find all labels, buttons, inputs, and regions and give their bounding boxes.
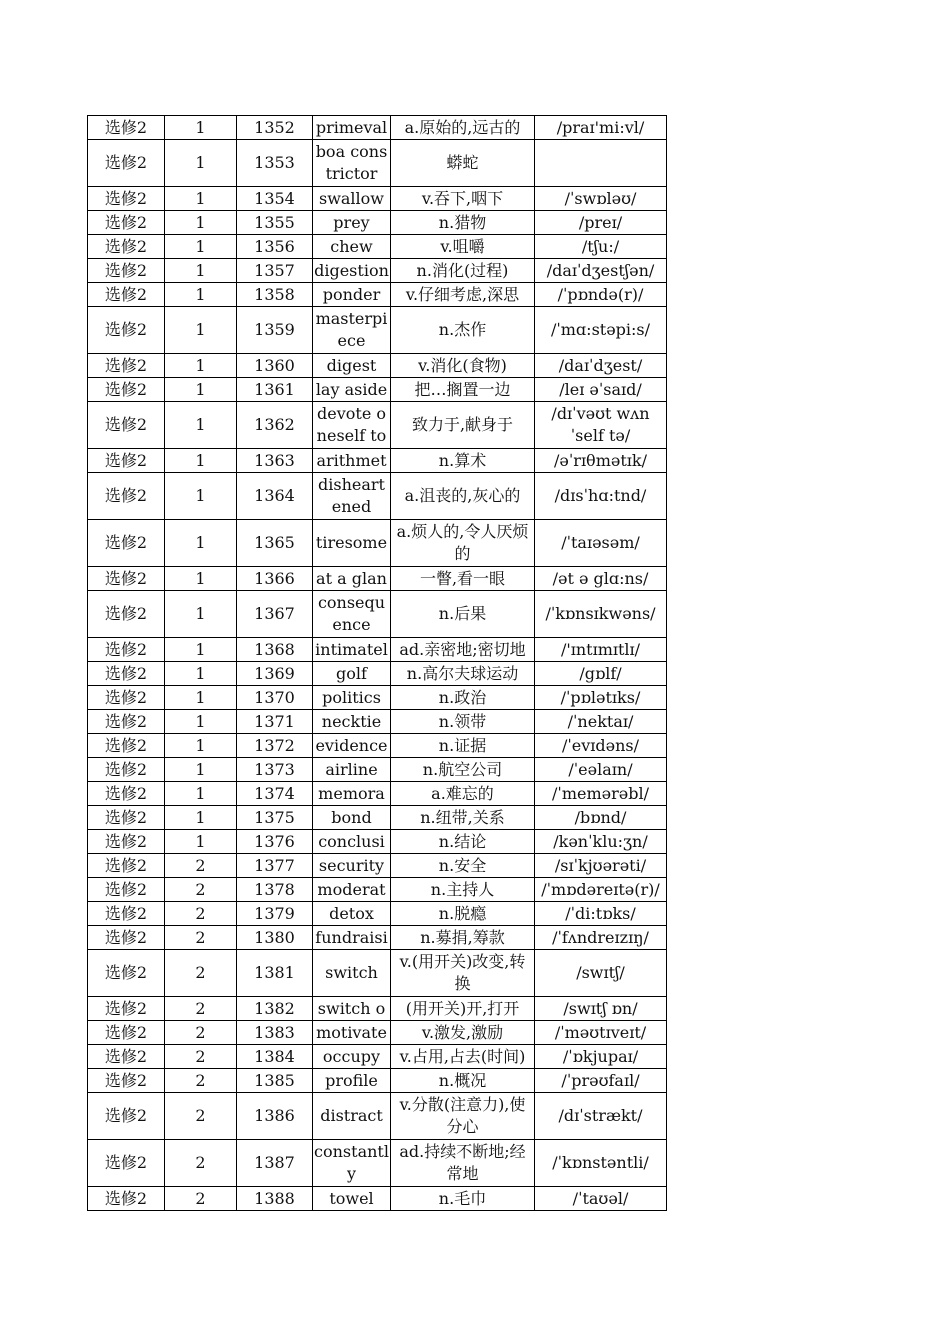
word-text: moderat — [317, 879, 386, 899]
number-cell: 1365 — [237, 520, 313, 567]
unit-cell: 2 — [165, 997, 237, 1021]
word-cell — [313, 782, 391, 806]
phonetic-cell: /ˈkɒnsɪkwəns/ — [535, 591, 667, 638]
meaning-cell: v.分散(注意力),使分心 — [391, 1093, 535, 1140]
book-cell: 选修2 — [88, 449, 165, 473]
book-cell: 选修2 — [88, 758, 165, 782]
phonetic-cell: /ˈpɒlətɪks/ — [535, 686, 667, 710]
book-cell: 选修2 — [88, 1045, 165, 1069]
table-row — [88, 758, 667, 782]
unit-cell: 1 — [165, 686, 237, 710]
table-row — [88, 806, 667, 830]
meaning-cell: n.猎物 — [391, 211, 535, 235]
number-cell: 1371 — [237, 710, 313, 734]
book-cell: 选修2 — [88, 567, 165, 591]
phonetic-cell — [535, 140, 667, 187]
book-cell: 选修2 — [88, 638, 165, 662]
table-row — [88, 782, 667, 806]
word-cell — [313, 758, 391, 782]
meaning-cell: v.仔细考虑,深思 — [391, 283, 535, 307]
table-row — [88, 854, 667, 878]
unit-cell: 2 — [165, 950, 237, 997]
phonetic-cell: /preɪ/ — [535, 211, 667, 235]
book-cell: 选修2 — [88, 307, 165, 354]
table-row — [88, 354, 667, 378]
table-row — [88, 567, 667, 591]
unit-cell: 1 — [165, 354, 237, 378]
table-row — [88, 259, 667, 283]
book-cell: 选修2 — [88, 926, 165, 950]
word-cell — [313, 116, 391, 140]
phonetic-cell: /ət ə glɑ:ns/ — [535, 567, 667, 591]
table-row — [88, 662, 667, 686]
phonetic-cell: /ˈeəlaɪn/ — [535, 758, 667, 782]
number-cell: 1357 — [237, 259, 313, 283]
book-cell: 选修2 — [88, 520, 165, 567]
book-cell: 选修2 — [88, 116, 165, 140]
number-cell: 1355 — [237, 211, 313, 235]
word-cell: disheartened — [313, 473, 391, 520]
book-cell: 选修2 — [88, 686, 165, 710]
word-cell — [313, 830, 391, 854]
meaning-cell: n.高尔夫球运动 — [391, 662, 535, 686]
book-cell: 选修2 — [88, 806, 165, 830]
unit-cell: 2 — [165, 902, 237, 926]
table-row — [88, 710, 667, 734]
meaning-cell: a.烦人的,令人厌烦的 — [391, 520, 535, 567]
unit-cell: 1 — [165, 116, 237, 140]
phonetic-cell: /praɪ'mi:vl/ — [535, 116, 667, 140]
phonetic-cell: /ˈswɒləʊ/ — [535, 187, 667, 211]
meaning-cell: n.后果 — [391, 591, 535, 638]
book-cell: 选修2 — [88, 140, 165, 187]
phonetic-cell: /kənˈklu:ʒn/ — [535, 830, 667, 854]
table-row — [88, 235, 667, 259]
meaning-cell: v.咀嚼 — [391, 235, 535, 259]
book-cell: 选修2 — [88, 259, 165, 283]
number-cell: 1373 — [237, 758, 313, 782]
vocabulary-table — [87, 115, 667, 1211]
word-cell — [313, 734, 391, 758]
number-cell: 1369 — [237, 662, 313, 686]
book-cell: 选修2 — [88, 1187, 165, 1211]
word-cell: distract — [313, 1093, 391, 1140]
book-cell: 选修2 — [88, 878, 165, 902]
phonetic-cell: /ˈtaʊəl/ — [535, 1187, 667, 1211]
table-row — [88, 211, 667, 235]
unit-cell: 2 — [165, 1093, 237, 1140]
book-cell: 选修2 — [88, 734, 165, 758]
unit-cell: 2 — [165, 1021, 237, 1045]
phonetic-cell: /əˈrɪθmətɪk/ — [535, 449, 667, 473]
meaning-cell: n.领带 — [391, 710, 535, 734]
meaning-cell: a.沮丧的,灰心的 — [391, 473, 535, 520]
phonetic-cell: /ˈmɒdəreɪtə(r)/ — [535, 878, 667, 902]
book-cell: 选修2 — [88, 402, 165, 449]
meaning-cell: n.纽带,关系 — [391, 806, 535, 830]
word-text: primeval — [315, 117, 388, 137]
book-cell: 选修2 — [88, 950, 165, 997]
word-text: bond — [331, 807, 372, 827]
table-row — [88, 1093, 667, 1140]
number-cell: 1360 — [237, 354, 313, 378]
word-cell — [313, 283, 391, 307]
number-cell: 1356 — [237, 235, 313, 259]
meaning-cell: n.募捐,筹款 — [391, 926, 535, 950]
phonetic-cell: /ˈmɑ:stəpi:s/ — [535, 307, 667, 354]
number-cell: 1387 — [237, 1140, 313, 1187]
unit-cell: 1 — [165, 211, 237, 235]
number-cell: 1372 — [237, 734, 313, 758]
word-text: switch o — [317, 998, 386, 1018]
word-text: digestion — [314, 260, 389, 280]
phonetic-cell: /swɪtʃ ɒn/ — [535, 997, 667, 1021]
number-cell: 1375 — [237, 806, 313, 830]
unit-cell: 1 — [165, 520, 237, 567]
meaning-cell: v.(用开关)改变,转换 — [391, 950, 535, 997]
word-cell — [313, 1187, 391, 1211]
word-text: ponder — [322, 284, 381, 304]
table-row — [88, 902, 667, 926]
book-cell: 选修2 — [88, 782, 165, 806]
number-cell: 1363 — [237, 449, 313, 473]
unit-cell: 1 — [165, 806, 237, 830]
unit-cell: 2 — [165, 878, 237, 902]
meaning-cell: n.主持人 — [391, 878, 535, 902]
word-text: digest — [326, 355, 377, 375]
unit-cell: 2 — [165, 1187, 237, 1211]
unit-cell: 1 — [165, 259, 237, 283]
unit-cell: 1 — [165, 140, 237, 187]
book-cell: 选修2 — [88, 1093, 165, 1140]
unit-cell: 1 — [165, 662, 237, 686]
unit-cell: 1 — [165, 235, 237, 259]
unit-cell: 1 — [165, 307, 237, 354]
unit-cell: 1 — [165, 638, 237, 662]
phonetic-cell: /ˈnektaɪ/ — [535, 710, 667, 734]
number-cell: 1354 — [237, 187, 313, 211]
meaning-cell: v.消化(食物) — [391, 354, 535, 378]
phonetic-cell: /ˈevɪdəns/ — [535, 734, 667, 758]
table-row — [88, 378, 667, 402]
word-cell — [313, 806, 391, 830]
word-text: necktie — [321, 711, 382, 731]
table-row — [88, 473, 667, 520]
unit-cell: 1 — [165, 187, 237, 211]
word-cell — [313, 567, 391, 591]
table-row — [88, 307, 667, 354]
phonetic-cell: /daɪˈdʒestʃən/ — [535, 259, 667, 283]
word-text: fundraisi — [315, 927, 388, 947]
number-cell: 1388 — [237, 1187, 313, 1211]
unit-cell: 1 — [165, 710, 237, 734]
meaning-cell: n.政治 — [391, 686, 535, 710]
number-cell: 1368 — [237, 638, 313, 662]
number-cell: 1378 — [237, 878, 313, 902]
word-text: security — [318, 855, 385, 875]
table-row — [88, 591, 667, 638]
word-text: politics — [322, 687, 381, 707]
table-row — [88, 878, 667, 902]
book-cell: 选修2 — [88, 235, 165, 259]
number-cell: 1382 — [237, 997, 313, 1021]
meaning-cell: (用开关)开,打开 — [391, 997, 535, 1021]
number-cell: 1359 — [237, 307, 313, 354]
meaning-cell: n.脱瘾 — [391, 902, 535, 926]
meaning-cell: 把…搁置一边 — [391, 378, 535, 402]
book-cell: 选修2 — [88, 1021, 165, 1045]
phonetic-cell: /ˈfʌndreɪzɪŋ/ — [535, 926, 667, 950]
word-cell — [313, 1045, 391, 1069]
table-row — [88, 116, 667, 140]
unit-cell: 1 — [165, 283, 237, 307]
book-cell: 选修2 — [88, 902, 165, 926]
table-row — [88, 734, 667, 758]
word-text: golf — [336, 663, 367, 683]
number-cell: 1352 — [237, 116, 313, 140]
phonetic-cell: /ˈtaɪəsəm/ — [535, 520, 667, 567]
table-row — [88, 1045, 667, 1069]
table-row — [88, 520, 667, 567]
phonetic-cell: /ˈdi:tɒks/ — [535, 902, 667, 926]
word-cell — [313, 997, 391, 1021]
book-cell: 选修2 — [88, 1069, 165, 1093]
meaning-cell: n.航空公司 — [391, 758, 535, 782]
unit-cell: 1 — [165, 782, 237, 806]
table-row — [88, 283, 667, 307]
word-text: motivate — [316, 1022, 387, 1042]
phonetic-cell: /dɪsˈhɑ:tnd/ — [535, 473, 667, 520]
book-cell: 选修2 — [88, 283, 165, 307]
word-text: profile — [325, 1070, 378, 1090]
vocabulary-table-body — [88, 116, 667, 1211]
unit-cell: 2 — [165, 854, 237, 878]
unit-cell: 1 — [165, 473, 237, 520]
number-cell: 1361 — [237, 378, 313, 402]
number-cell: 1364 — [237, 473, 313, 520]
meaning-cell: v.吞下,咽下 — [391, 187, 535, 211]
word-cell: constantly — [313, 1140, 391, 1187]
word-cell — [313, 211, 391, 235]
meaning-cell: v.占用,占去(时间) — [391, 1045, 535, 1069]
word-text: swallow — [318, 188, 384, 208]
word-text: chew — [330, 236, 373, 256]
book-cell: 选修2 — [88, 830, 165, 854]
phonetic-cell: /ˈməʊtɪveɪt/ — [535, 1021, 667, 1045]
book-cell: 选修2 — [88, 710, 165, 734]
meaning-cell: v.激发,激励 — [391, 1021, 535, 1045]
unit-cell: 1 — [165, 734, 237, 758]
word-cell — [313, 710, 391, 734]
meaning-cell: 致力于,献身于 — [391, 402, 535, 449]
table-row — [88, 926, 667, 950]
word-text: evidence — [315, 735, 388, 755]
number-cell: 1383 — [237, 1021, 313, 1045]
table-row — [88, 449, 667, 473]
phonetic-cell: /ˈpɒndə(r)/ — [535, 283, 667, 307]
word-cell — [313, 378, 391, 402]
word-cell — [313, 854, 391, 878]
table-row — [88, 402, 667, 449]
meaning-cell: n.算术 — [391, 449, 535, 473]
book-cell: 选修2 — [88, 854, 165, 878]
word-cell: switch — [313, 950, 391, 997]
table-row — [88, 140, 667, 187]
phonetic-cell: /'ɪntɪmɪtlɪ/ — [535, 638, 667, 662]
word-cell — [313, 187, 391, 211]
unit-cell: 2 — [165, 1140, 237, 1187]
phonetic-cell: /leɪ əˈsaɪd/ — [535, 378, 667, 402]
book-cell: 选修2 — [88, 187, 165, 211]
word-cell — [313, 662, 391, 686]
book-cell: 选修2 — [88, 1140, 165, 1187]
table-row — [88, 686, 667, 710]
table-row — [88, 1021, 667, 1045]
phonetic-cell: /ˈprəʊfaɪl/ — [535, 1069, 667, 1093]
table-row — [88, 830, 667, 854]
word-text: memora — [318, 783, 385, 803]
phonetic-cell: /ˈkɒnstəntli/ — [535, 1140, 667, 1187]
number-cell: 1384 — [237, 1045, 313, 1069]
table-row — [88, 187, 667, 211]
phonetic-cell: /dɪˈvəʊt wʌnˈself tə/ — [535, 402, 667, 449]
book-cell: 选修2 — [88, 378, 165, 402]
unit-cell: 1 — [165, 758, 237, 782]
phonetic-cell: /daɪˈdʒest/ — [535, 354, 667, 378]
unit-cell: 1 — [165, 830, 237, 854]
word-cell — [313, 878, 391, 902]
number-cell: 1366 — [237, 567, 313, 591]
phonetic-cell: /swɪtʃ/ — [535, 950, 667, 997]
phonetic-cell: /sɪˈkjʊərəti/ — [535, 854, 667, 878]
number-cell: 1370 — [237, 686, 313, 710]
word-cell — [313, 354, 391, 378]
number-cell: 1386 — [237, 1093, 313, 1140]
number-cell: 1358 — [237, 283, 313, 307]
meaning-cell: a.难忘的 — [391, 782, 535, 806]
book-cell: 选修2 — [88, 997, 165, 1021]
word-cell — [313, 902, 391, 926]
table-row — [88, 997, 667, 1021]
word-cell — [313, 1021, 391, 1045]
word-cell — [313, 638, 391, 662]
number-cell: 1376 — [237, 830, 313, 854]
word-cell: consequence — [313, 591, 391, 638]
phonetic-cell: /bɒnd/ — [535, 806, 667, 830]
word-text: lay aside — [315, 379, 388, 399]
word-text: occupy — [322, 1046, 381, 1066]
meaning-cell: 蟒蛇 — [391, 140, 535, 187]
number-cell: 1379 — [237, 902, 313, 926]
book-cell: 选修2 — [88, 211, 165, 235]
meaning-cell: n.概况 — [391, 1069, 535, 1093]
phonetic-cell: /ˈɒkjupaɪ/ — [535, 1045, 667, 1069]
word-cell — [313, 1069, 391, 1093]
vocabulary-sheet — [87, 115, 667, 1211]
word-cell: tiresome — [313, 520, 391, 567]
unit-cell: 1 — [165, 378, 237, 402]
meaning-cell: n.安全 — [391, 854, 535, 878]
word-text: prey — [333, 212, 370, 232]
word-text: intimatel — [315, 639, 388, 659]
word-text: conclusi — [318, 831, 385, 851]
table-row — [88, 1187, 667, 1211]
unit-cell: 1 — [165, 567, 237, 591]
book-cell: 选修2 — [88, 591, 165, 638]
table-row — [88, 950, 667, 997]
book-cell: 选修2 — [88, 473, 165, 520]
table-row — [88, 638, 667, 662]
unit-cell: 2 — [165, 1069, 237, 1093]
meaning-cell: n.证据 — [391, 734, 535, 758]
word-cell — [313, 235, 391, 259]
phonetic-cell: /gɒlf/ — [535, 662, 667, 686]
unit-cell: 1 — [165, 449, 237, 473]
word-text: airline — [325, 759, 378, 779]
number-cell: 1367 — [237, 591, 313, 638]
word-text: detox — [329, 903, 374, 923]
book-cell: 选修2 — [88, 662, 165, 686]
meaning-cell: 一瞥,看一眼 — [391, 567, 535, 591]
word-cell: boa constrictor — [313, 140, 391, 187]
number-cell: 1353 — [237, 140, 313, 187]
word-cell: devote oneself to — [313, 402, 391, 449]
unit-cell: 2 — [165, 1045, 237, 1069]
word-cell — [313, 259, 391, 283]
phonetic-cell: /ˈmemərəbl/ — [535, 782, 667, 806]
word-text: at a glan — [316, 568, 387, 588]
meaning-cell: ad.亲密地;密切地 — [391, 638, 535, 662]
unit-cell: 1 — [165, 591, 237, 638]
number-cell: 1385 — [237, 1069, 313, 1093]
meaning-cell: n.结论 — [391, 830, 535, 854]
meaning-cell: n.毛巾 — [391, 1187, 535, 1211]
word-text: towel — [329, 1188, 374, 1208]
word-cell: masterpiece — [313, 307, 391, 354]
table-row — [88, 1069, 667, 1093]
number-cell: 1381 — [237, 950, 313, 997]
unit-cell: 2 — [165, 926, 237, 950]
table-row — [88, 1140, 667, 1187]
phonetic-cell: /dɪˈstrækt/ — [535, 1093, 667, 1140]
meaning-cell: a.原始的,远古的 — [391, 116, 535, 140]
meaning-cell: n.消化(过程) — [391, 259, 535, 283]
word-cell — [313, 686, 391, 710]
number-cell: 1380 — [237, 926, 313, 950]
meaning-cell: n.杰作 — [391, 307, 535, 354]
number-cell: 1362 — [237, 402, 313, 449]
book-cell: 选修2 — [88, 354, 165, 378]
meaning-cell: ad.持续不断地;经常地 — [391, 1140, 535, 1187]
word-cell — [313, 449, 391, 473]
word-cell — [313, 926, 391, 950]
number-cell: 1374 — [237, 782, 313, 806]
unit-cell: 1 — [165, 402, 237, 449]
word-text: arithmet — [316, 450, 387, 470]
phonetic-cell: /tʃu:/ — [535, 235, 667, 259]
number-cell: 1377 — [237, 854, 313, 878]
